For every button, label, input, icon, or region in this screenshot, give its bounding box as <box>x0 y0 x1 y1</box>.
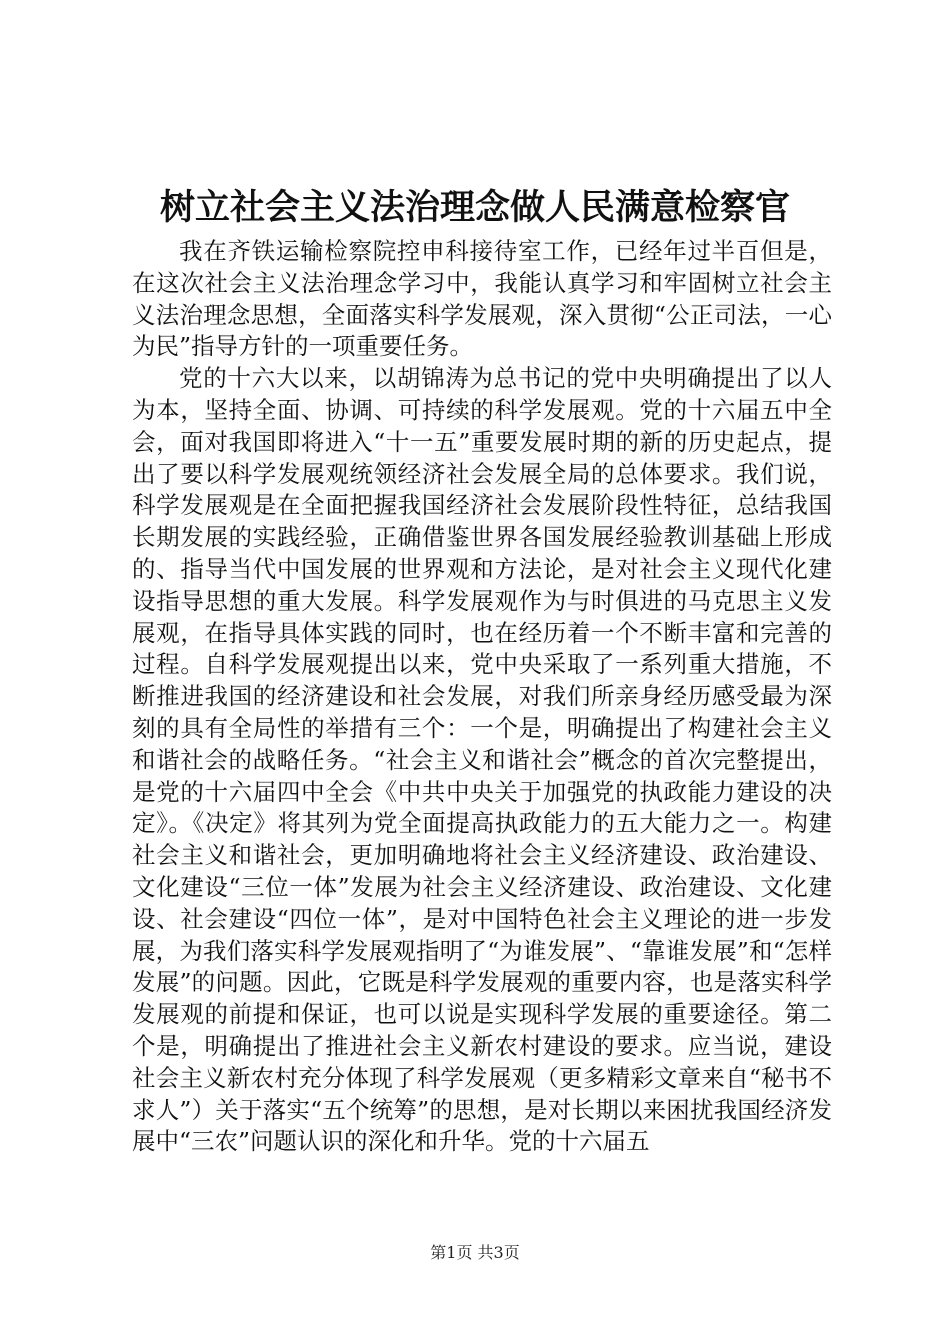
paragraph-main: 党的十六大以来，以胡锦涛为总书记的党中央明确提出了以人为本，坚持全面、协调、可持续的科学发展观。党的十六届五中全会，面对我国即将进入“十一五”重要发展时期的新的历史起点，提出了要以科学发展观统领经济社会发展全局的总体要求。我们说，科学发展观是在全面把握我国经济社会发展阶段性特征，总结我国长期发展的实践经验，正确借鉴世界各国发展经验教训基础上形成的、指导当代中国发展的世界观和方法论，是对社会主义现代化建设指导思想的重大发展。科学发展观作为与时俱进的马克思主义发展观，在指导具体实践的同时，也在经历着一个不断丰富和完善的过程。自科学发展观提出以来，党中央采取了一系列重大措施，不断推进我国的经济建设和社会发展，对我们所亲身经历感受最为深刻的具有全局性的举措有三个：一个是，明确提出了构建社会主义和谐社会的战略任务。“社会主义和谐社会”概念的首次完整提出，是党的十六届四中全会《中共中央关于加强党的执政能力建设的决定》。《决定》将其列为党全面提高执政能力的五大能力之一。构建社会主义和谐社会，更加明确地将社会主义经济建设、政治建设、文化建设“三位一体”发展为社会主义经济建设、政治建设、文化建设、社会建设“四位一体”，是对中国特色社会主义理论的进一步发展，为我们落实科学发展观指明了“为谁发展”、“靠谁发展”和“怎样发展”的问题。因此，它既是科学发展观的重要内容，也是落实科学发展观的前提和保证，也可以说是实现科学发展的重要途径。第二个是，明确提出了推进社会主义新农村建设的要求。应当说，建设社会主义新农村充分体现了科学发展观（更多精彩文章来自“秘书不求人”）关于落实“五个统筹”的思想，是对长期以来困扰我国经济发展中“三农”问题认识的深化和升华。党的十六届五 <box>132 364 832 1156</box>
document-body <box>132 236 832 1158</box>
page-number-footer: 第1页 共3页 <box>430 1243 520 1262</box>
paragraph-intro: 我在齐铁运输检察院控申科接待室工作，已经年过半百但是，在这次社会主义法治理念学习中，我能认真学习和牢固树立社会主义法治理念思想，全面落实科学发展观，深入贯彻“公正司法，一心为民”指导方针的一项重要任务。 <box>132 237 832 361</box>
document-title: 树立社会主义法治理念做人民满意检察官 <box>159 187 790 228</box>
